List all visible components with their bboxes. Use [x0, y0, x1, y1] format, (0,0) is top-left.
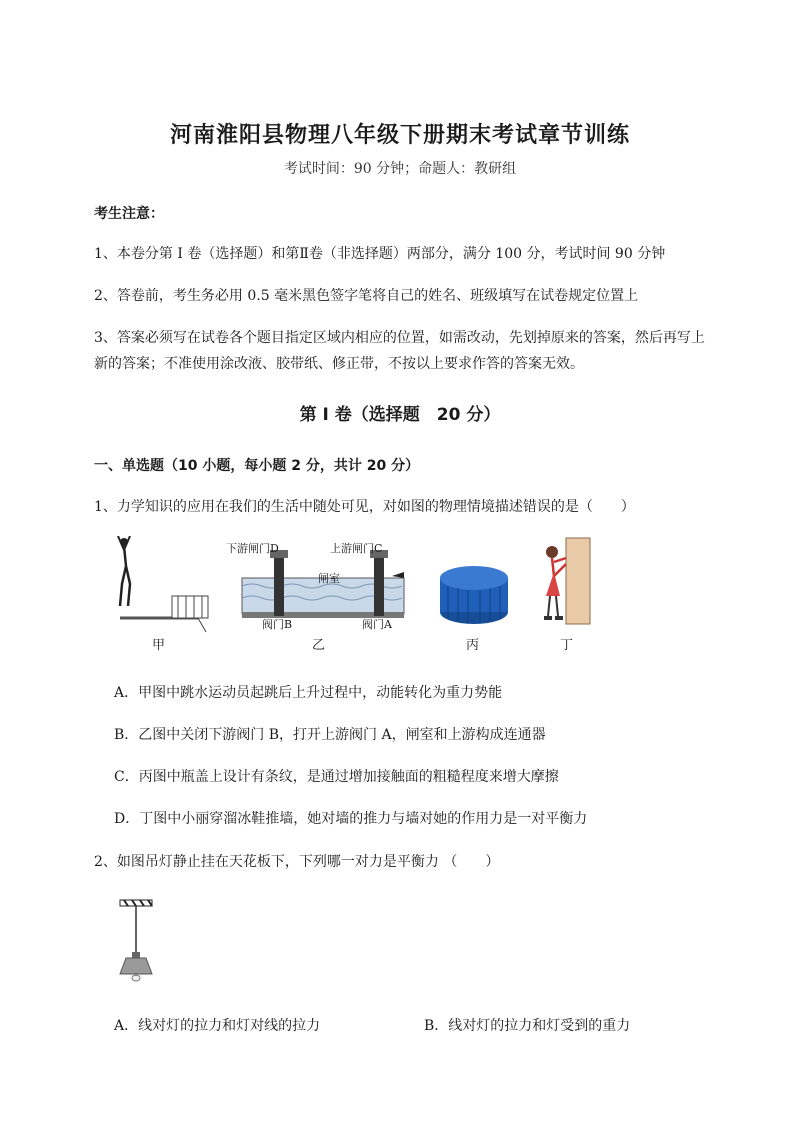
question-2-stem: 2、如图吊灯静止挂在天花板下，下列哪一对力是平衡力 （ ）	[94, 854, 500, 870]
exam-info: 考试时间：90 分钟；命题人：教研组	[283, 161, 517, 177]
notice-item: 2、答卷前，考生务必用 0.5 毫米黑色签字笔将自己的姓名、班级填写在试卷规定位置上	[94, 288, 639, 304]
notice-item: 3、答案必须写在试卷各个题目指定区域内相应的位置，如需改动，先划掉原来的答案，然后再写上新的答案；不准使用涂改液、胶带纸、修正带，不按以上要求作答的答案无效。	[94, 330, 705, 372]
hanging-lamp-illustration	[112, 896, 162, 988]
question-1-figure	[108, 536, 608, 654]
diver-illustration	[108, 536, 218, 636]
question-1-option-a[interactable]: A．甲图中跳水运动员起跳后上升过程中，动能转化为重力势能	[114, 685, 503, 701]
figure-label-ding: 丁	[560, 638, 574, 653]
question-1-option-d[interactable]: D．丁图中小丽穿溜冰鞋推墙，她对墙的推力与墙对她的作用力是一对平衡力	[114, 811, 588, 827]
part-title: 一、单选题（10 小题，每小题 2 分，共计 20 分）	[94, 458, 420, 474]
question-1-option-b[interactable]: B．乙图中关闭下游阀门 B，打开上游阀门 A，闸室和上游构成连通器	[114, 727, 546, 743]
label-valve-b: 阀门B	[262, 618, 293, 631]
figure-label-yi: 乙	[312, 638, 326, 653]
figure-label-bing: 丙	[466, 638, 480, 653]
question-1-option-c[interactable]: C．丙图中瓶盖上设计有条纹，是通过增加接触面的粗糙程度来增大摩擦	[114, 769, 559, 785]
label-lock-chamber: 闸室	[318, 572, 340, 585]
girl-pushing-wall-illustration	[536, 536, 596, 628]
label-downstream-gate: 下游闸门D	[226, 542, 279, 555]
notice-item: 1、本卷分第 I 卷（选择题）和第Ⅱ卷（非选择题）两部分，满分 100 分，考试时间 90 分钟	[94, 246, 666, 262]
section-title: 第 I 卷（选择题 20 分）	[299, 405, 501, 425]
question-1-stem: 1、力学知识的应用在我们的生活中随处可见，对如图的物理情境描述错误的是（ ）	[94, 499, 635, 515]
label-upstream-gate: 上游闸门C	[330, 542, 383, 555]
bottle-cap-illustration	[436, 560, 512, 626]
page-title: 河南淮阳县物理八年级下册期末考试章节训练	[169, 123, 630, 148]
label-valve-a: 阀门A	[362, 618, 392, 631]
figure-label-jia: 甲	[152, 638, 166, 653]
notice-title: 考生注意：	[94, 206, 164, 222]
question-2-option-a[interactable]: A．线对灯的拉力和灯对线的拉力	[114, 1018, 321, 1034]
question-2-option-b[interactable]: B．线对灯的拉力和灯受到的重力	[424, 1018, 631, 1034]
